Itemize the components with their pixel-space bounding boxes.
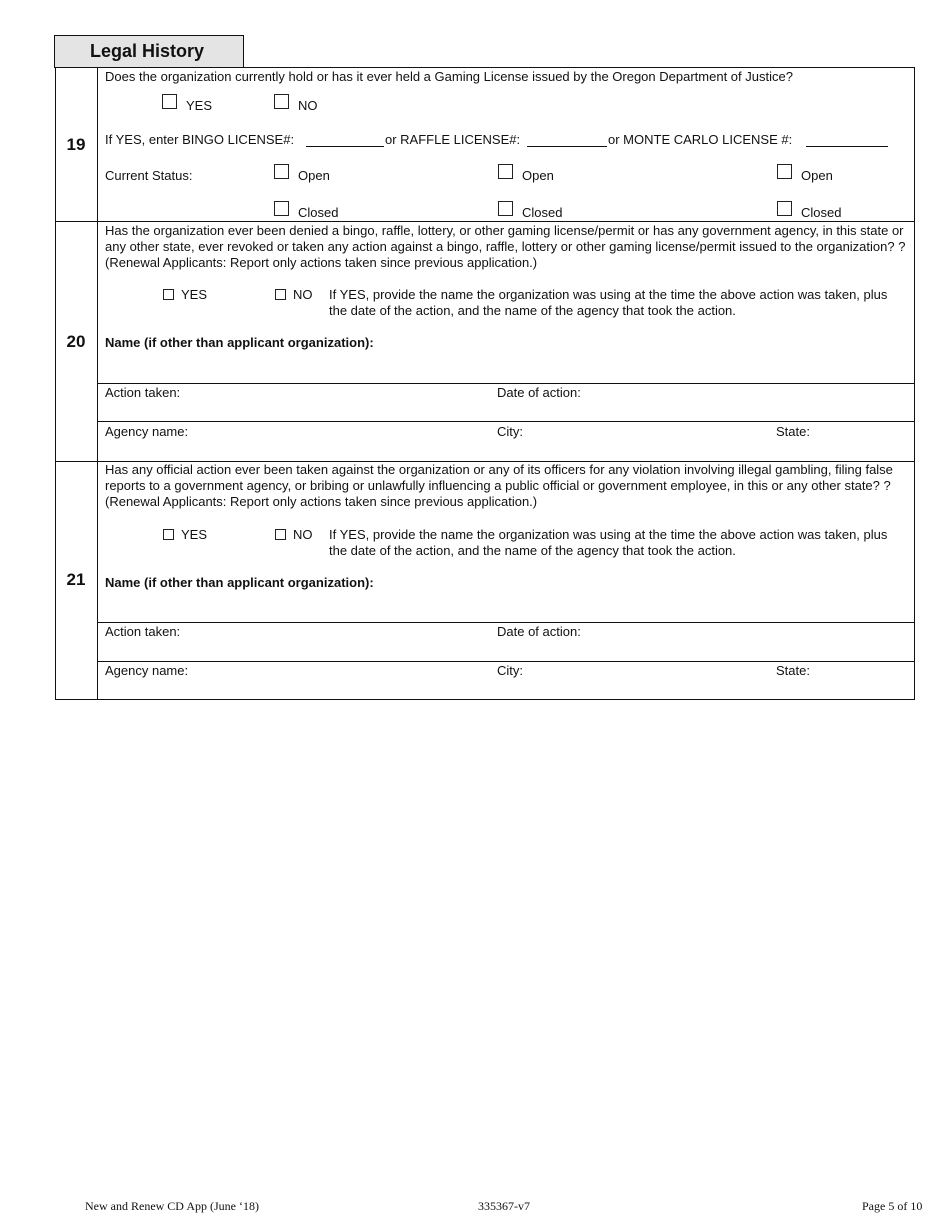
q19-raffle-open-checkbox[interactable] <box>498 164 513 179</box>
q19-yes-label: YES <box>186 98 213 113</box>
q20-divider-action <box>97 421 914 422</box>
q19-raffle-license-label: or RAFFLE LICENSE#: <box>385 132 521 147</box>
question-number-20: 20 <box>66 332 86 351</box>
q19-monte-carlo-open-label: Open <box>801 168 833 183</box>
q19-question: Does the organization currently hold or has it ever held a Gaming License issued by the Oregon Department of Justice? <box>105 69 793 84</box>
q21-divider-name <box>97 622 914 623</box>
q21-yes-checkbox[interactable] <box>163 529 174 540</box>
q20-no-label: NO <box>293 287 313 302</box>
q20-yes-label: YES <box>181 287 208 302</box>
q19-no-checkbox[interactable] <box>274 94 289 109</box>
q20-agency-name-label: Agency name: <box>105 424 189 439</box>
q21-date-of-action-label: Date of action: <box>497 624 581 639</box>
q19-monte-carlo-open-checkbox[interactable] <box>777 164 792 179</box>
q19-monte-carlo-license-field[interactable] <box>806 146 888 147</box>
q19-monte-carlo-closed-label: Closed <box>801 205 842 220</box>
q21-no-checkbox[interactable] <box>275 529 286 540</box>
footer-page-number: Page 5 of 10 <box>862 1199 923 1213</box>
q19-current-status-label: Current Status: <box>105 168 193 183</box>
q19-no-label: NO <box>298 98 318 113</box>
q19-raffle-open-label: Open <box>522 168 554 183</box>
q19-raffle-license-field[interactable] <box>527 146 607 147</box>
q21-name-label: Name (if other than applicant organization): <box>105 575 374 590</box>
q21-agency-name-label: Agency name: <box>105 663 189 678</box>
q19-yes-checkbox[interactable] <box>162 94 177 109</box>
q21-no-label: NO <box>293 527 313 542</box>
q21-if-yes-instructions: If YES, provide the name the organization was using at the time the above action was taken, plus the date of the action, and the name of the agency that took the action. <box>329 527 888 558</box>
q20-action-taken-label: Action taken: <box>105 385 181 400</box>
footer-document-id: 335367-v7 <box>478 1199 530 1213</box>
q20-state-label: State: <box>776 424 810 439</box>
q19-monte-carlo-license-label: or MONTE CARLO LICENSE #: <box>608 132 793 147</box>
q19-bingo-license-label: If YES, enter BINGO LICENSE#: <box>105 132 295 147</box>
row-divider-19-20 <box>55 221 915 222</box>
q21-city-label: City: <box>497 663 523 678</box>
q21-yes-label: YES <box>181 527 208 542</box>
question-number-21: 21 <box>66 570 86 589</box>
q19-raffle-closed-checkbox[interactable] <box>498 201 513 216</box>
q20-date-of-action-label: Date of action: <box>497 385 581 400</box>
q21-state-label: State: <box>776 663 810 678</box>
q19-bingo-open-checkbox[interactable] <box>274 164 289 179</box>
footer-form-name: New and Renew CD App (June ‘18) <box>85 1199 259 1213</box>
q20-question: Has the organization ever been denied a bingo, raffle, lottery, or other gaming license/permit or has any government agency, in this state or any other state, ever revoked or taken any action against a bingo, raffle, lottery or other gaming license/permit issued to the organization? ? (Renewal Applicants: Report only actions taken since previous application.) <box>105 223 906 270</box>
q19-bingo-open-label: Open <box>298 168 330 183</box>
q20-name-label: Name (if other than applicant organization): <box>105 335 374 350</box>
q20-if-yes-instructions: If YES, provide the name the organization was using at the time the above action was taken, plus the date of the action, and the name of the agency that took the action. <box>329 287 888 318</box>
q19-bingo-closed-label: Closed <box>298 205 339 220</box>
q21-question: Has any official action ever been taken against the organization or any of its officers for any violation involving illegal gambling, filing false reports to a government agency, or bribing or unlawfully influencing a public official or government employee, in this or any other state? ? (Renewal Applicants: Report only actions taken since previous application.) <box>105 462 893 509</box>
section-title: Legal History <box>90 41 205 61</box>
q20-no-checkbox[interactable] <box>275 289 286 300</box>
q19-bingo-license-field[interactable] <box>306 146 384 147</box>
q20-yes-checkbox[interactable] <box>163 289 174 300</box>
q21-divider-action <box>97 661 914 662</box>
q21-action-taken-label: Action taken: <box>105 624 181 639</box>
question-number-19: 19 <box>66 135 86 154</box>
q19-bingo-closed-checkbox[interactable] <box>274 201 289 216</box>
q20-city-label: City: <box>497 424 523 439</box>
q20-divider-name <box>97 383 914 384</box>
q19-monte-carlo-closed-checkbox[interactable] <box>777 201 792 216</box>
q19-raffle-closed-label: Closed <box>522 205 563 220</box>
